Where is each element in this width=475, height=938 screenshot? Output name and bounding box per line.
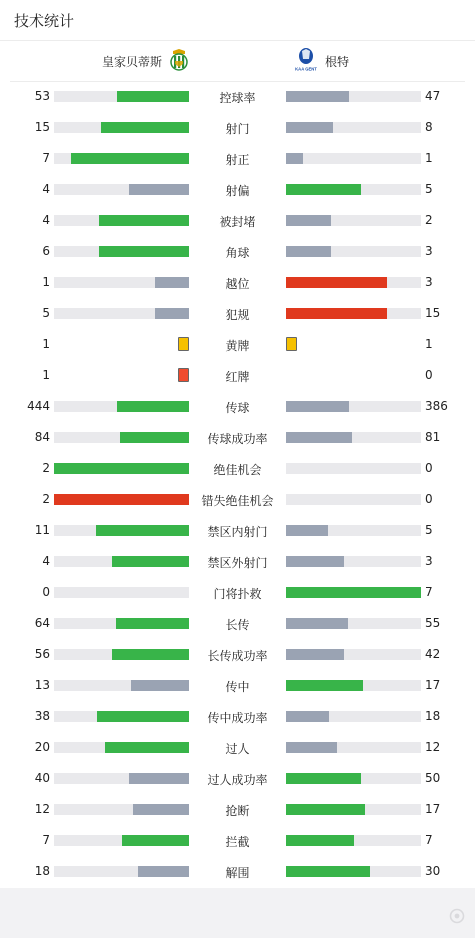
away-bar-fill [286,680,363,691]
home-bar-fill [97,711,189,722]
away-value: 15 [425,306,441,320]
home-bar-track [54,835,189,846]
home-value: 1 [42,368,50,382]
home-value: 1 [42,337,50,351]
away-bar-track [286,525,421,536]
away-value: 18 [425,709,441,723]
away-bar-track [286,432,421,443]
away-bar-fill [286,866,370,877]
home-value: 56 [34,647,50,661]
away-team [293,41,349,81]
stat-label: 射正 [225,153,250,167]
away-value: 81 [425,430,441,444]
kaa-gent-crest-icon [293,47,319,76]
away-bar-track [286,246,421,257]
home-bar-fill [155,277,189,288]
home-bar-fill [71,153,189,164]
home-value: 5 [42,306,50,320]
stat-row [0,608,475,639]
home-value: 64 [34,616,50,630]
away-bar-track [286,587,421,598]
home-value: 444 [27,399,50,413]
away-value: 0 [425,461,433,475]
stat-label: 射偏 [225,184,250,198]
away-bar-track [286,866,421,877]
home-bar-track [54,680,189,691]
svg-text:KAA GENT: KAA GENT [295,66,317,71]
home-bar-fill [120,432,189,443]
home-bar-track [54,463,189,474]
away-bar-track [286,742,421,753]
stat-row [0,639,475,670]
home-value: 53 [34,89,50,103]
away-bar-track [286,556,421,567]
home-bar-track [54,246,189,257]
home-bar-track [54,432,189,443]
red-card-icon [178,368,189,382]
home-bar-track [54,587,189,598]
stat-row [0,236,475,267]
away-bar-track [286,463,421,474]
home-bar-fill [117,91,189,102]
stat-label: 长传成功率 [207,649,268,663]
stat-row [0,856,475,887]
away-value: 1 [425,337,433,351]
away-bar-track [286,773,421,784]
stat-label: 传中成功率 [207,711,268,725]
away-bar-fill [286,742,337,753]
stat-label: 错失绝佳机会 [201,494,274,508]
away-value: 30 [425,864,441,878]
stat-label: 过人成功率 [207,773,268,787]
home-bar-track [54,184,189,195]
yellow-card-icon [286,337,297,351]
away-bar-track [286,122,421,133]
away-bar-fill [286,804,365,815]
stat-row [0,360,475,391]
away-bar-fill [286,525,328,536]
stat-label: 角球 [225,246,250,260]
stat-row [0,701,475,732]
stat-label: 红牌 [225,370,250,384]
stat-label: 黄牌 [225,339,250,353]
away-bar-fill [286,432,352,443]
home-bar-track [54,866,189,877]
away-value: 0 [425,368,433,382]
away-bar-track [286,277,421,288]
away-bar-fill [286,556,344,567]
away-value: 47 [425,89,441,103]
away-bar-track [286,215,421,226]
home-bar-track [54,711,189,722]
home-value: 6 [42,244,50,258]
stat-label: 控球率 [219,91,256,105]
away-value: 8 [425,120,433,134]
home-bar-fill [117,401,189,412]
away-bar-fill [286,153,303,164]
away-bar-fill [286,277,387,288]
home-bar-track [54,91,189,102]
home-value: 38 [34,709,50,723]
away-value: 5 [425,523,433,537]
stat-label: 射门 [225,122,250,136]
away-value: 0 [425,492,433,506]
stat-row [0,453,475,484]
team-header [10,41,465,82]
home-bar-fill [129,184,189,195]
away-bar-fill [286,773,361,784]
stat-row [0,484,475,515]
away-value: 7 [425,585,433,599]
home-bar-fill [54,494,189,505]
away-bar-track [286,618,421,629]
home-value: 7 [42,151,50,165]
home-bar-fill [54,463,189,474]
stat-row [0,391,475,422]
stat-row [0,515,475,546]
away-bar-track [286,649,421,660]
home-team [102,41,190,81]
stat-row [0,732,475,763]
yellow-card-icon [178,337,189,351]
away-bar-track [286,184,421,195]
stat-row [0,112,475,143]
away-value: 2 [425,213,433,227]
home-value: 11 [34,523,50,537]
away-bar-track [286,711,421,722]
home-bar-track [54,494,189,505]
stat-row [0,329,475,360]
away-bar-fill [286,711,329,722]
away-value: 50 [425,771,441,785]
home-value: 18 [34,864,50,878]
stat-row [0,794,475,825]
home-bar-fill [99,246,189,257]
stat-label: 传球成功率 [207,432,268,446]
away-value: 386 [425,399,448,413]
home-bar-track [54,153,189,164]
home-bar-track [54,649,189,660]
home-value: 12 [34,802,50,816]
page-title: 技术统计 [14,12,75,30]
home-value: 4 [42,182,50,196]
home-bar-fill [138,866,189,877]
away-value: 1 [425,151,433,165]
away-bar-track [286,308,421,319]
away-value: 3 [425,554,433,568]
stat-row [0,422,475,453]
home-bar-track [54,215,189,226]
away-value: 5 [425,182,433,196]
home-bar-fill [105,742,189,753]
stat-label: 长传 [225,618,250,632]
stat-label: 抢断 [225,804,250,818]
stat-row [0,267,475,298]
home-value: 20 [34,740,50,754]
away-bar-fill [286,246,331,257]
away-value: 12 [425,740,441,754]
away-bar-track [286,680,421,691]
home-bar-fill [133,804,189,815]
home-value: 2 [42,492,50,506]
stat-row [0,143,475,174]
stat-label: 传中 [225,680,250,694]
home-value: 40 [34,771,50,785]
home-bar-track [54,742,189,753]
home-bar-track [54,556,189,567]
stat-row [0,174,475,205]
stat-label: 解围 [225,866,250,880]
away-bar-fill [286,618,348,629]
away-bar-track [286,153,421,164]
home-value: 2 [42,461,50,475]
stat-row [0,205,475,236]
stat-row [0,577,475,608]
home-bar-track [54,804,189,815]
header [0,0,475,41]
home-bar-fill [96,525,189,536]
away-bar-fill [286,184,361,195]
away-bar-fill [286,308,387,319]
stat-label: 门将扑救 [213,587,262,601]
away-bar-track [286,804,421,815]
away-bar-track [286,494,421,505]
home-value: 84 [34,430,50,444]
home-bar-fill [155,308,189,319]
home-bar-fill [101,122,189,133]
stat-label: 被封堵 [219,215,256,229]
home-bar-fill [112,556,189,567]
home-bar-track [54,308,189,319]
home-value: 1 [42,275,50,289]
home-value: 13 [34,678,50,692]
stat-label: 犯规 [225,308,250,322]
home-bar-fill [99,215,189,226]
stat-row [0,546,475,577]
away-value: 3 [425,275,433,289]
home-bar-track [54,773,189,784]
stat-label: 拦截 [225,835,250,849]
away-value: 42 [425,647,441,661]
watermark [449,908,465,925]
away-value: 17 [425,802,441,816]
home-bar-track [54,277,189,288]
away-value: 7 [425,833,433,847]
home-bar-track [54,122,189,133]
home-bar-track [54,618,189,629]
home-team-name: 皇家贝蒂斯 [102,54,163,69]
stat-label: 禁区外射门 [207,556,268,570]
away-bar-fill [286,401,349,412]
away-bar-fill [286,835,354,846]
stats-list [0,81,475,887]
stat-label: 越位 [225,277,250,291]
stat-label: 禁区内射门 [207,525,268,539]
away-bar-fill [286,91,349,102]
away-value: 3 [425,244,433,258]
home-value: 0 [42,585,50,599]
stat-row [0,825,475,856]
home-value: 4 [42,213,50,227]
away-bar-fill [286,122,333,133]
home-bar-fill [122,835,190,846]
home-bar-fill [131,680,189,691]
away-team-name: 根特 [325,54,350,69]
footer [0,888,475,938]
stat-label: 过人 [225,742,250,756]
home-bar-fill [129,773,189,784]
stat-label: 绝佳机会 [213,463,262,477]
stat-row [0,81,475,112]
home-value: 7 [42,833,50,847]
away-value: 55 [425,616,441,630]
away-bar-track [286,91,421,102]
away-bar-fill [286,587,421,598]
stat-label: 传球 [225,401,250,415]
stat-row [0,763,475,794]
away-bar-fill [286,215,331,226]
stat-row [0,670,475,701]
away-bar-fill [286,649,344,660]
away-value: 17 [425,678,441,692]
away-bar-track [286,401,421,412]
home-bar-fill [116,618,189,629]
home-value: 15 [34,120,50,134]
home-bar-track [54,401,189,412]
real-betis-crest-icon [168,48,190,75]
away-bar-track [286,835,421,846]
home-bar-fill [112,649,189,660]
stat-row [0,298,475,329]
home-bar-track [54,525,189,536]
home-value: 4 [42,554,50,568]
